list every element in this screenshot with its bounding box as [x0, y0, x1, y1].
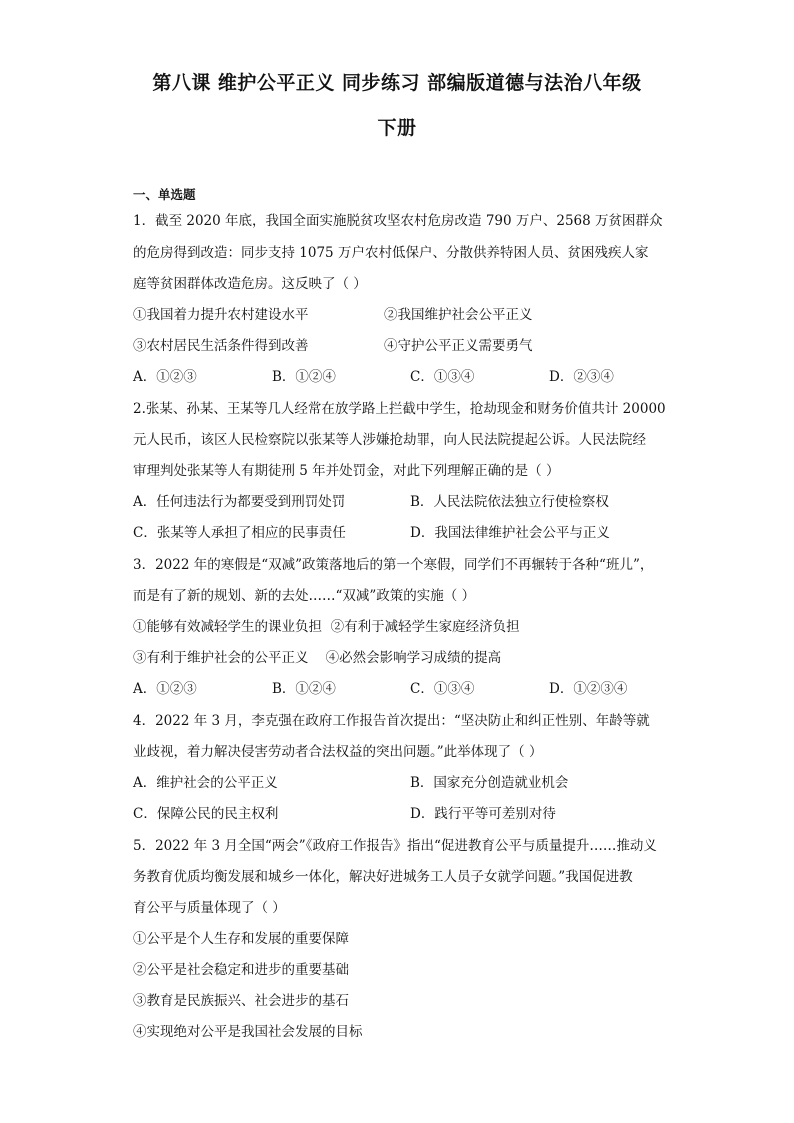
question-5-statement: ④实现绝对公平是我国社会发展的目标 [133, 1024, 363, 1040]
question-2-text: 2.张某、孙某、王某等几人经常在放学路上拦截中学生，抢劫现金和财务价值共计 20000 [133, 401, 666, 417]
question-3-statements: ③有利于维护社会的公平正义 ④必然会影响学习成绩的提高 [133, 650, 502, 666]
question-3-choice-b[interactable]: B．①②④ [272, 681, 336, 697]
question-2-text: 审理判处张某等人有期徒刑 5 年并处罚金，对此下列理解正确的是（ ） [133, 463, 560, 479]
question-2-text: 元人民币，该区人民检察院以张某等人涉嫌抢劫罪，向人民法院提起公诉。人民法院经 [133, 432, 646, 448]
question-5-text: 5．2022 年 3 月全国“两会”《政府工作报告》指出“促进教育公平与质量提升……推动义 [133, 838, 657, 854]
question-4-choice-d[interactable]: D．践行平等可差别对待 [410, 806, 556, 822]
question-2-choice-b[interactable]: B．人民法院依法独立行使检察权 [410, 494, 609, 510]
question-4-choice-c[interactable]: C．保障公民的民主权利 [133, 806, 279, 822]
question-1-text: 1．截至 2020 年底，我国全面实施脱贫攻坚农村危房改造 790 万户、2568 万贫困群众 [133, 213, 663, 229]
question-2-choice-c[interactable]: C．张某等人承担了相应的民事责任 [133, 525, 346, 541]
question-2-choice-d[interactable]: D．我国法律维护社会公平与正义 [410, 525, 610, 541]
document-title: 第八课 维护公平正义 同步练习 部编版道德与法治八年级 [152, 72, 642, 94]
question-4-text: 业歧视，着力解决侵害劳动者合法权益的突出问题。”此举体现了（ ） [133, 744, 543, 760]
question-1-statement: ①我国着力提升农村建设水平 [133, 307, 309, 323]
question-1-text: 的危房得到改造：同步支持 1075 万户农村低保户、分散供养特困人员、贫困残疾人家 [133, 245, 649, 261]
question-3-text: 而是有了新的规划、新的去处……“双减”政策的实施（ ） [133, 588, 476, 604]
question-5-statement: ①公平是个人生存和发展的重要保障 [133, 931, 349, 947]
question-5-text: 务教育优质均衡发展和城乡一体化，解决好进城务工人员子女就学问题。”我国促进教 [133, 869, 633, 885]
question-3-choice-d[interactable]: D．①②③④ [549, 681, 628, 697]
question-1-choice-d[interactable]: D．②③④ [549, 369, 614, 385]
section-heading: 一、单选题 [133, 187, 196, 202]
question-3-choice-c[interactable]: C．①③④ [410, 681, 475, 697]
question-4-choice-b[interactable]: B．国家充分创造就业机会 [410, 775, 569, 791]
question-1-statement: ③农村居民生活条件得到改善 [133, 338, 309, 354]
question-3-choice-a[interactable]: A．①②③ [133, 681, 197, 697]
question-4-text: 4．2022 年 3 月，李克强在政府工作报告首次提出：“坚决防止和纠正性别、年龄等就 [133, 713, 650, 729]
question-2-choice-a[interactable]: A．任何违法行为都要受到刑罚处罚 [133, 494, 346, 510]
question-1-statement: ④守护公平正义需要勇气 [384, 338, 533, 354]
question-1-choice-a[interactable]: A．①②③ [133, 369, 197, 385]
question-1-statement: ②我国维护社会公平正义 [384, 307, 533, 323]
question-4-choice-a[interactable]: A．维护社会的公平正义 [133, 775, 278, 791]
question-5-text: 育公平与质量体现了（ ） [133, 900, 286, 916]
question-1-choice-c[interactable]: C．①③④ [410, 369, 475, 385]
question-1-choice-b[interactable]: B．①②④ [272, 369, 336, 385]
question-1-text: 庭等贫困群体改造危房。这反映了（ ） [133, 276, 367, 292]
question-3-text: 3．2022 年的寒假是“双减”政策落地后的第一个寒假，同学们不再辗转于各种“班儿”， [133, 557, 654, 573]
question-5-statement: ③教育是民族振兴、社会进步的基石 [133, 993, 349, 1009]
question-5-statement: ②公平是社会稳定和进步的重要基础 [133, 962, 349, 978]
document-title-continued: 下册 [377, 117, 417, 139]
question-3-statements: ①能够有效减轻学生的课业负担 ②有利于减轻学生家庭经济负担 [133, 619, 520, 635]
